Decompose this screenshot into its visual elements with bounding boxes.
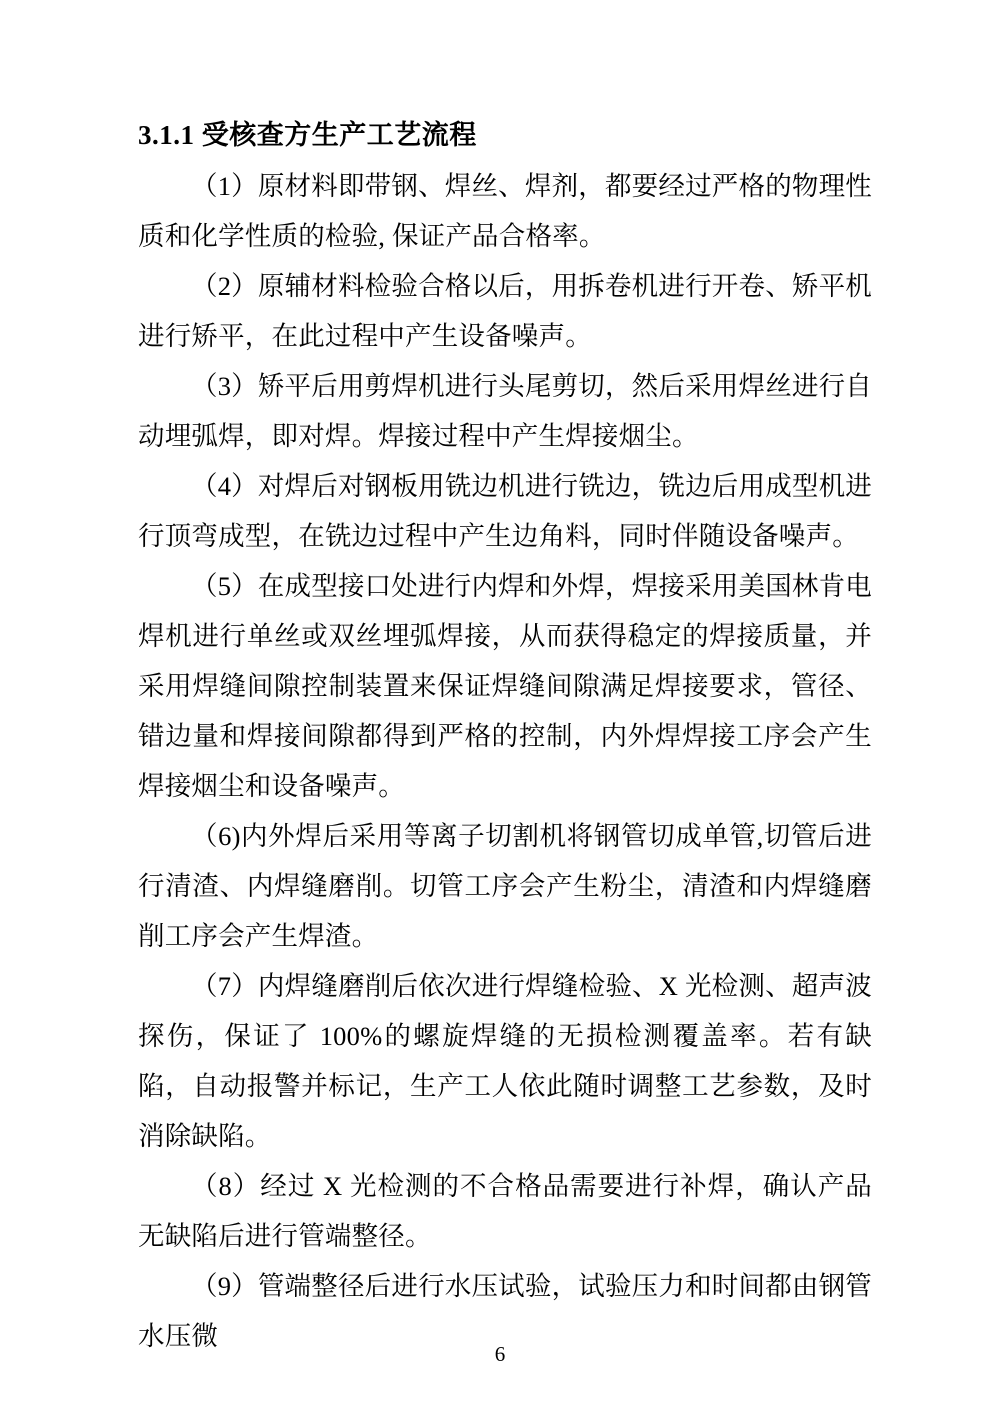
paragraph-2: （2）原辅材料检验合格以后，用拆卷机进行开卷、矫平机进行矫平，在此过程中产生设备噪声。: [138, 271, 872, 352]
paragraph-1: （1）原材料即带钢、焊丝、焊剂，都要经过严格的物理性质和化学性质的检验, 保证产品合格率。: [138, 171, 872, 252]
paragraph-9: （9）管端整径后进行水压试验，试验压力和时间都由钢管水压微: [138, 1271, 872, 1352]
paragraph-6: （6)内外焊后采用等离子切割机将钢管切成单管,切管后进行清渣、内焊缝磨削。切管工序会产生粉尘，清渣和内焊缝磨削工序会产生焊渣。: [138, 821, 872, 952]
paragraph-5: （5）在成型接口处进行内焊和外焊，焊接采用美国林肯电焊机进行单丝或双丝埋弧焊接，从而获得稳定的焊接质量，并采用焊缝间隙控制装置来保证焊缝间隙满足焊接要求，管径、错边量和焊接间隙都得到严格的控制，内外焊焊接工序会产生焊接烟尘和设备噪声。: [138, 571, 872, 802]
paragraph-3: （3）矫平后用剪焊机进行头尾剪切，然后采用焊丝进行自动埋弧焊，即对焊。焊接过程中产生焊接烟尘。: [138, 371, 872, 452]
section-heading: 3.1.1 受核查方生产工艺流程: [138, 120, 477, 150]
page-number: 6: [494, 1342, 506, 1366]
paragraph-8: （8）经过 X 光检测的不合格品需要进行补焊，确认产品无缺陷后进行管端整径。: [138, 1171, 872, 1252]
paragraph-7: （7）内焊缝磨削后依次进行焊缝检验、X 光检测、超声波探伤，保证了 100%的螺旋焊缝的无损检测覆盖率。若有缺陷，自动报警并标记，生产工人依此随时调整工艺参数，及时消除缺陷。: [138, 971, 872, 1152]
paragraph-4: （4）对焊后对钢板用铣边机进行铣边，铣边后用成型机进行顶弯成型，在铣边过程中产生边角料，同时伴随设备噪声。: [138, 471, 872, 552]
